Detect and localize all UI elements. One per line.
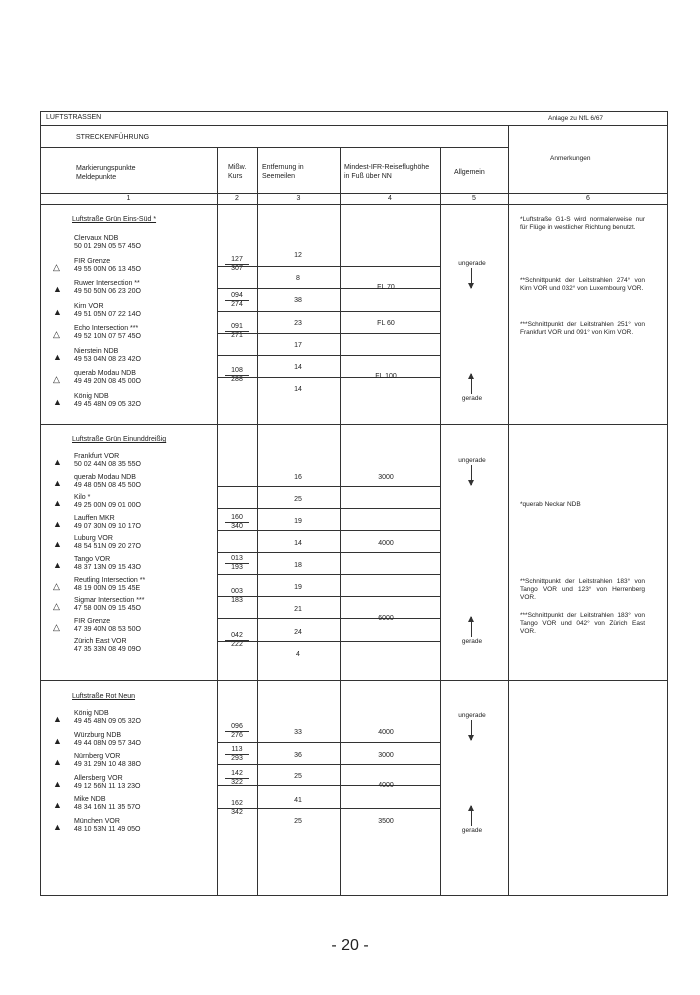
segment-divider [217, 530, 440, 531]
point-coordinates: 49 49 20N 08 45 00O [74, 378, 141, 385]
point-name: Clervaux NDB [74, 235, 119, 242]
general-even-label: gerade [461, 638, 483, 645]
course-inbound: 288 [231, 376, 243, 383]
course-fraction [225, 323, 249, 340]
filled-triangle-icon: ▲ [53, 714, 62, 724]
course-outbound: 013 [225, 555, 249, 564]
point-name: Sigmar Intersection *** [74, 597, 145, 605]
segment-divider [217, 808, 440, 809]
open-triangle-icon: △ [53, 601, 60, 612]
open-triangle-icon: △ [53, 580, 60, 591]
open-triangle-icon: △ [53, 374, 60, 384]
distance-value: 12 [294, 252, 302, 259]
filled-triangle-icon: ▲ [53, 457, 62, 467]
point-coordinates: 49 53 04N 08 23 42O [74, 355, 141, 363]
distance-value: 4 [296, 651, 300, 658]
point-coordinates: 49 52 10N 07 57 45O [74, 333, 141, 340]
course-fraction [225, 723, 249, 740]
course-outbound: 108 [225, 367, 249, 376]
point-coordinates: 48 10 53N 11 49 05O [74, 825, 141, 833]
segment-divider [217, 333, 440, 334]
segment-divider [217, 574, 440, 575]
course-outbound: 160 [225, 514, 249, 523]
course-outbound: 127 [225, 256, 249, 265]
altitude-value: FL 100 [375, 373, 397, 380]
point-coordinates: 47 35 33N 08 49 09O [74, 646, 141, 654]
segment-divider [217, 764, 440, 765]
point-name: Würzburg NDB [74, 731, 122, 739]
col4-header-line2: in Fuß über NN [344, 173, 392, 180]
course-fraction [225, 514, 249, 531]
course-inbound: 274 [231, 301, 243, 308]
section-heading: STRECKENFÜHRUNG [76, 134, 150, 141]
distance-value: 14 [294, 540, 302, 547]
point-coordinates: 49 07 30N 09 10 17O [74, 522, 141, 530]
table-title: LUFTSTRASSEN [46, 114, 102, 121]
point-coordinates: 49 45 48N 09 05 32O [74, 718, 141, 725]
general-odd-label: ungerade [458, 457, 486, 464]
distance-value: 8 [296, 275, 300, 282]
segment-divider [217, 596, 440, 597]
course-fraction [225, 256, 249, 273]
segment-divider [217, 508, 440, 509]
point-coordinates: 47 39 40N 08 53 50O [74, 625, 141, 633]
altitude-value: 4000 [378, 782, 394, 789]
distance-value: 16 [294, 474, 302, 481]
col-number-6: 6 [586, 195, 590, 202]
col3-header-line2: Seemeilen [262, 173, 296, 180]
filled-triangle-icon: ▲ [53, 284, 62, 294]
col5-header: Allgemein [454, 169, 485, 176]
arrow-down-icon [471, 720, 472, 740]
open-triangle-icon: △ [53, 621, 60, 632]
course-fraction [225, 292, 249, 309]
course-inbound: 271 [231, 332, 243, 339]
distance-value: 24 [294, 629, 302, 636]
point-name: Echo Intersection *** [74, 325, 139, 332]
filled-triangle-icon: ▲ [53, 306, 62, 317]
remark-note: *querab Neckar NDB [520, 501, 581, 508]
open-triangle-icon: △ [53, 329, 60, 339]
distance-value: 21 [294, 606, 302, 613]
point-name: Nierstein NDB [74, 347, 119, 355]
annex-reference: Anlage zu NfL 6/67 [548, 115, 604, 122]
segment-divider [217, 266, 440, 267]
segment-divider [217, 742, 440, 743]
filled-triangle-icon: ▲ [53, 735, 62, 746]
point-coordinates: 50 02 44N 08 35 55O [74, 461, 141, 468]
filled-triangle-icon: ▲ [53, 821, 62, 832]
point-name: Frankfurt VOR [74, 453, 120, 460]
course-outbound: 003 [225, 588, 249, 597]
point-name: Tango VOR [74, 556, 111, 563]
altitude-value: 3500 [378, 818, 394, 825]
distance-value: 14 [294, 364, 302, 371]
point-name: Zürich East VOR [74, 638, 127, 646]
col3-header-line1: Entfernung in [262, 164, 304, 171]
point-name: FIR Grenze [74, 257, 111, 265]
col2-header-line1: Mißw. [228, 164, 247, 171]
open-triangle-icon: △ [53, 261, 60, 272]
point-name: Ruwer Intersection ** [74, 280, 140, 287]
point-coordinates: 50 01 29N 05 57 45O [74, 243, 141, 250]
arrow-down-icon [471, 465, 472, 485]
point-name: Luburg VOR [74, 535, 113, 543]
filled-triangle-icon: ▲ [53, 757, 62, 767]
filled-triangle-icon: ▲ [53, 498, 62, 509]
arrow-up-icon [471, 374, 472, 394]
course-inbound: 193 [231, 564, 243, 571]
course-outbound: 094 [225, 292, 249, 301]
col4-header-line1: Mindest-IFR-Reiseflughöhe [344, 164, 430, 171]
segment-divider [217, 641, 440, 642]
course-inbound: 342 [231, 809, 243, 816]
altitude-value: 3000 [378, 474, 394, 481]
point-coordinates: 48 37 13N 09 15 43O [74, 564, 141, 571]
remarks-heading: Anmerkungen [550, 155, 591, 162]
distance-value: 19 [294, 584, 302, 591]
course-outbound: 142 [225, 770, 249, 779]
distance-value: 36 [294, 752, 302, 759]
distance-value: 14 [294, 386, 302, 393]
col-number-1: 1 [126, 195, 131, 202]
altitude-value: FL 60 [377, 320, 395, 327]
segment-divider [217, 552, 440, 553]
course-inbound: 340 [231, 523, 243, 530]
altitude-value: 4000 [378, 729, 394, 736]
course-inbound: 222 [231, 641, 243, 648]
point-name: Lauffen MKR [74, 514, 115, 522]
altitude-value: FL 70 [377, 284, 395, 291]
col1-header-line2: Meldepunkte [76, 174, 117, 181]
course-outbound: 113 [225, 746, 249, 755]
point-name: König NDB [74, 392, 109, 400]
page-number: - 20 - [331, 937, 369, 954]
point-coordinates: 49 44 08N 09 57 34O [74, 739, 141, 747]
remark-note: **Schnittpunkt der Leitstrahlen 274° von Kirn VOR und 032° von Luxembourg VOR. [520, 277, 645, 292]
remark-note: **Schnittpunkt der Leitstrahlen 183° von Tango VOR und 123° von Herrenberg VOR. [520, 578, 645, 601]
altitude-value: 6000 [378, 615, 394, 622]
route-title: Luftstraße Grün Einunddreißig [72, 436, 167, 443]
arrow-up-icon [471, 617, 472, 637]
filled-triangle-icon: ▲ [53, 539, 62, 550]
col-number-5: 5 [472, 195, 476, 202]
point-coordinates: 48 19 00N 09 15 45E [74, 584, 141, 592]
col-number-2: 2 [235, 195, 239, 202]
point-name: Allersberg VOR [74, 774, 123, 782]
segment-divider [217, 355, 440, 356]
filled-triangle-icon: ▲ [53, 396, 62, 407]
col-number-3: 3 [296, 195, 301, 202]
filled-triangle-icon: ▲ [53, 560, 62, 570]
filled-triangle-icon: ▲ [53, 518, 62, 529]
remark-note: ***Schnittpunkt der Leitstrahlen 183° von Tango VOR und 042° von Zürich East VOR. [520, 612, 645, 635]
point-name: querab Modau NDB [74, 473, 136, 481]
course-inbound: 322 [231, 779, 243, 786]
point-name: Kirn VOR [74, 302, 104, 310]
point-name: FIR Grenze [74, 617, 111, 625]
course-inbound: 276 [231, 732, 243, 739]
distance-value: 19 [294, 518, 302, 525]
point-coordinates: 49 50 50N 06 23 20O [74, 288, 141, 295]
general-odd-label: ungerade [458, 260, 486, 267]
course-fraction [225, 367, 249, 384]
altitude-value: 4000 [378, 540, 394, 547]
col2-header-line2: Kurs [228, 173, 243, 180]
distance-value: 25 [294, 773, 302, 780]
distance-value: 18 [294, 562, 302, 569]
course-outbound: 162 [225, 800, 249, 809]
distance-value: 23 [294, 320, 302, 327]
segment-divider [217, 311, 440, 312]
col-number-4: 4 [388, 195, 392, 202]
arrow-down-icon [471, 268, 472, 288]
general-even-label: gerade [461, 827, 483, 834]
distance-value: 33 [294, 729, 302, 736]
distance-value: 38 [294, 297, 302, 304]
point-name: Nürnberg VOR [74, 753, 121, 760]
point-name: Mike NDB [74, 796, 106, 803]
point-name: München VOR [74, 817, 120, 825]
general-even-label: gerade [461, 395, 483, 402]
point-coordinates: 47 58 00N 09 15 45O [74, 605, 141, 613]
point-coordinates: 49 12 56N 11 13 23O [74, 782, 141, 790]
filled-triangle-icon: ▲ [53, 800, 62, 810]
filled-triangle-icon: ▲ [53, 778, 62, 789]
course-fraction [225, 746, 249, 763]
point-name: querab Modau NDB [74, 370, 136, 377]
course-inbound: 183 [231, 597, 243, 604]
distance-value: 17 [294, 342, 302, 349]
general-odd-label: ungerade [458, 712, 486, 719]
point-coordinates: 49 48 05N 08 45 50O [74, 481, 141, 489]
filled-triangle-icon: ▲ [53, 477, 62, 488]
distance-value: 25 [294, 496, 302, 503]
point-coordinates: 49 51 05N 07 22 14O [74, 310, 141, 318]
point-coordinates: 49 25 00N 09 01 00O [74, 502, 141, 510]
point-coordinates: 48 54 51N 09 20 27O [74, 543, 141, 551]
altitude-value: 3000 [378, 752, 394, 759]
col1-header-line1: Markierungspunkte [76, 165, 136, 172]
point-coordinates: 49 31 29N 10 48 38O [74, 761, 141, 768]
course-inbound: 293 [231, 755, 243, 762]
point-name: Reutling Intersection ** [74, 576, 146, 584]
course-outbound: 096 [225, 723, 249, 732]
course-fraction [225, 555, 249, 572]
point-name: König NDB [74, 710, 109, 717]
distance-value: 25 [294, 818, 302, 825]
route-title: Luftstraße Rot Neun [72, 693, 136, 700]
segment-divider [217, 486, 440, 487]
point-coordinates: 49 45 48N 09 05 32O [74, 400, 141, 408]
course-outbound: 091 [225, 323, 249, 332]
point-coordinates: 49 55 00N 06 13 45O [74, 265, 141, 273]
course-outbound: 042 [225, 632, 249, 641]
distance-value: 41 [294, 797, 302, 804]
remark-note: ***Schnittpunkt der Leitstrahlen 251° von Frankfurt VOR und 091° von Kirn VOR. [520, 321, 645, 336]
route-title: Luftstraße Grün Eins-Süd * [72, 216, 157, 223]
point-coordinates: 48 34 16N 11 35 57O [74, 804, 141, 811]
remark-note: *Luftstraße G1-S wird normalerweise nur für Flüge in westlicher Richtung benutzt. [520, 216, 645, 231]
arrow-up-icon [471, 806, 472, 826]
point-name: Kilo * [74, 494, 91, 502]
filled-triangle-icon: ▲ [53, 351, 62, 362]
course-inbound: 307 [231, 265, 243, 272]
